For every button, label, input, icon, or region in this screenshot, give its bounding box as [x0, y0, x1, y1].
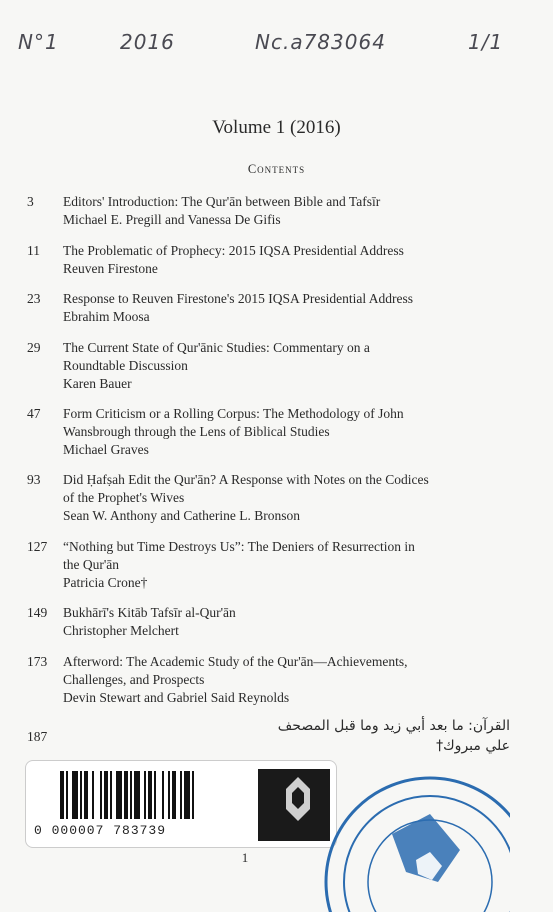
barcode-bar — [180, 771, 182, 819]
toc-entry-title-line: Wansbrough through the Lens of Biblical Studies — [63, 424, 330, 439]
barcode-bar — [92, 771, 94, 819]
toc-entry-page: 173 — [27, 654, 48, 669]
barcode-bar — [154, 771, 156, 819]
barcode-bar — [184, 771, 190, 819]
toc-entry-title-line: Challenges, and Prospects — [63, 672, 205, 687]
barcode-bar — [168, 771, 170, 819]
toc-entry-title-line: Did Ḥafṣah Edit the Qur'ān? A Response with Notes on the Codices — [63, 472, 429, 487]
handwritten-number: N°1 — [18, 30, 59, 54]
barcode-digits: 0 000007 783739 — [34, 823, 167, 838]
toc-entry-page: 47 — [27, 406, 41, 421]
barcode-bar — [192, 771, 194, 819]
handwritten-fraction: 1/1 — [468, 30, 504, 54]
contents-heading: Contents — [247, 162, 306, 176]
barcode-bar — [172, 771, 176, 819]
toc-entry-page: 3 — [27, 194, 34, 209]
arabic-entry-author: علي مبروك† — [436, 738, 510, 754]
barcode-bar — [80, 771, 82, 819]
barcode-label — [25, 760, 337, 848]
toc-entry-title-line: “Nothing but Time Destroys Us”: The Deniers of Resurrection in — [63, 539, 415, 554]
toc-entry-authors: Ebrahim Moosa — [63, 309, 150, 324]
toc-entry-authors: Michael Graves — [63, 442, 149, 457]
barcode-bar — [100, 771, 102, 819]
barcode-bar — [84, 771, 88, 819]
volume-title: Volume 1 (2016) — [212, 117, 341, 138]
barcode-bar — [134, 771, 140, 819]
toc-entry-title-line: of the Prophet's Wives — [63, 490, 185, 505]
barcode-bar — [124, 771, 128, 819]
library-stamp-icon — [320, 772, 510, 912]
barcode-bar — [66, 771, 68, 819]
toc-entry-title-line: Roundtable Discussion — [63, 358, 188, 373]
toc-entry-title-line: Afterword: The Academic Study of the Qur'ān—Achievements, — [63, 654, 408, 669]
barcode-bar — [116, 771, 122, 819]
barcode-bar — [162, 771, 164, 819]
toc-entry-page: 127 — [27, 539, 48, 554]
toc-entry-page: 29 — [27, 340, 41, 355]
toc-entry-authors: Karen Bauer — [63, 376, 132, 391]
toc-entry-authors: Michael E. Pregill and Vanessa De Gifis — [63, 212, 281, 227]
toc-entry-title-line: Editors' Introduction: The Qur'ān between Bible and Tafsīr — [63, 194, 381, 209]
toc-entry-title-line: The Problematic of Prophecy: 2015 IQSA Presidential Address — [63, 243, 404, 258]
barcode-bar — [72, 771, 78, 819]
toc-entry-authors: Reuven Firestone — [63, 261, 158, 276]
toc-entry-title-line: the Qur'ān — [63, 557, 120, 572]
barcode-bars — [60, 771, 270, 821]
barcode-bar — [60, 771, 64, 819]
barcode-bar — [144, 771, 146, 819]
toc-entry-title-line: The Current State of Qur'ānic Studies: Commentary on a — [63, 340, 370, 355]
toc-entry-authors: Christopher Melchert — [63, 623, 179, 638]
handwritten-year: 2016 — [120, 30, 175, 54]
toc-entry-authors: Patricia Crone† — [63, 575, 148, 590]
handwritten-catalog: Nc.a783064 — [255, 30, 386, 54]
toc-entry-page: 11 — [27, 243, 40, 258]
toc-entry-authors: Devin Stewart and Gabriel Said Reynolds — [63, 690, 290, 705]
page-number: 1 — [241, 850, 249, 865]
barcode-bar — [110, 771, 112, 819]
toc-entry-page: 93 — [27, 472, 41, 487]
toc-entry-title-line: Response to Reuven Firestone's 2015 IQSA Presidential Address — [63, 291, 414, 306]
toc-entry-title-line: Form Criticism or a Rolling Corpus: The Methodology of John — [63, 406, 404, 421]
arabic-entry-title: القرآن: ما بعد أبي زيد وما قبل المصحف — [277, 718, 510, 734]
barcode-bar — [104, 771, 108, 819]
arabic-entry-page: 187 — [27, 729, 48, 744]
toc-entry-page: 23 — [27, 291, 41, 306]
toc-entry-authors: Sean W. Anthony and Catherine L. Bronson — [63, 508, 300, 523]
toc-entry-title-line: Bukhārī's Kitāb Tafsīr al-Qur'ān — [63, 605, 236, 620]
barcode-bar — [148, 771, 152, 819]
toc-entry-page: 149 — [27, 605, 48, 620]
barcode-bar — [130, 771, 132, 819]
